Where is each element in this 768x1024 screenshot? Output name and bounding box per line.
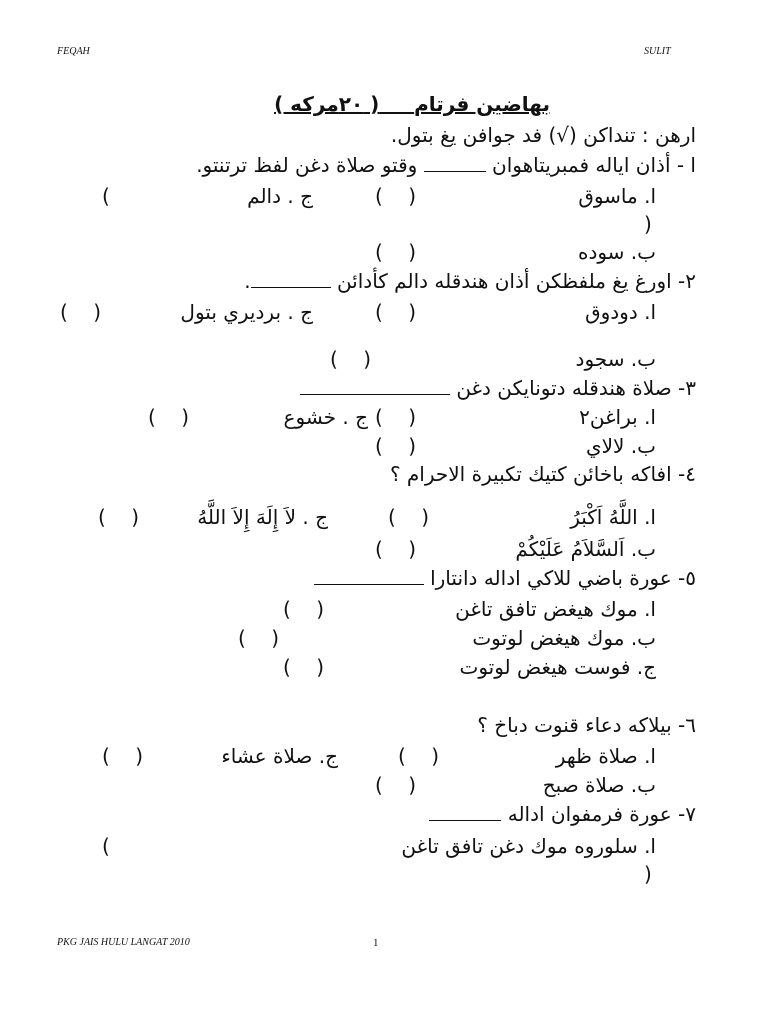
question-2-option-b-box[interactable]: ( ) [330,347,372,371]
question-5-option-c-box[interactable]: ( ) [283,655,325,679]
question-4-stem: ٤- افاكه باخائن كتيك تكبيرة الاحرام ؟ [389,462,696,486]
question-2-option-c: ج . برديري بتول [180,300,313,324]
page-number: 1 [373,937,379,949]
question-5-blank [314,566,424,585]
instruction: ارهن : تنداكن (√) فد جوافن يغ بتول. [390,123,696,147]
section-title-marks: ( ٢٠مركه ) [274,92,380,116]
question-6-stem: ٦- بيلاكه دعاء قنوت دباخ ؟ [477,713,696,737]
question-6-option-a-box[interactable]: ( ) [398,744,440,768]
question-2-option-b: ب. سجود [575,347,656,371]
header-subject: FEQAH [57,46,90,57]
header-classification: SULIT [644,46,671,57]
question-7-stem-text: ٧- عورة فرمفوان اداله [507,802,696,826]
question-6-option-c: ج. صلاة عشاء [221,744,338,768]
question-3-blank [300,376,450,395]
question-4-option-b-box[interactable]: ( ) [375,537,417,561]
question-6-option-b-box[interactable]: ( ) [375,773,417,797]
question-3-option-b-box[interactable]: ( ) [375,434,417,458]
question-4-option-a: ا. اللَّهُ اَكْبَرُ [570,505,656,529]
question-1-stem-a: ا - أذان اياله فمبريتاهوان [492,153,696,177]
question-5-option-c: ج. فوست هيغض لوتوت [459,655,656,679]
question-2-option-a: ا. دودوق [585,300,656,324]
question-3-option-b: ب. لالاي [585,434,656,458]
question-2-option-a-box[interactable]: ( ) [375,300,417,324]
question-1-option-c: ج . دالم [247,184,313,208]
question-5-option-a: ا. موك هيغض تافق تاغن [455,597,656,621]
section-title [190,92,550,122]
question-3-stem [300,376,696,400]
question-4-option-b: ب. اَلسَّلاَمُ عَلَيْكُمْ [515,537,656,561]
question-2-option-c-box[interactable]: ( ) [60,300,102,324]
question-1-blank [424,153,486,172]
question-3-option-c: ج . خشوع [283,405,368,429]
question-1-option-c-box-close[interactable]: ) [644,212,652,236]
question-2-stem: ٢- اورغ يغ ملفظكن أذان هندقله دالم كأدائن . [244,269,696,293]
question-1-option-b-box[interactable]: ( ) [375,240,417,264]
question-4-option-a-box[interactable]: ( ) [388,505,430,529]
question-6-option-b: ب. صلاة صبح [542,773,656,797]
question-5-option-b-box[interactable]: ( ) [238,626,280,650]
footer-school: PKG JAIS HULU LANGAT 2010 [57,937,190,948]
section-title-text: بهاضين فرتام [414,92,550,116]
question-1-option-b: ب. سوده [577,240,656,264]
question-6-option-a: ا. صلاة ظهر [555,744,656,768]
question-2-blank [251,269,331,288]
question-1-stem-b: وقتو صلاة دغن لفظ ترتنتو. [196,153,418,177]
question-3-option-a: ا. براغن٢ [579,405,656,429]
question-7-stem [429,802,696,826]
question-3-option-c-box[interactable]: ( ) [148,405,190,429]
question-5-stem [314,566,696,590]
question-7-option-a-box-close[interactable]: ) [644,862,652,886]
question-1-option-c-box-open[interactable]: ( [102,184,110,208]
question-1-option-a: ا. ماسوق [578,184,656,208]
question-7-option-a: ا. سلوروه موك دغن تافق تاغن [401,834,656,858]
question-5-option-b: ب. موك هيغض لوتوت [472,626,656,650]
question-1-option-a-box[interactable]: ( ) [375,184,417,208]
question-7-blank [429,802,501,821]
question-2-stem-text: ٢- اورغ يغ ملفظكن أذان هندقله دالم كأدائن [336,269,696,293]
question-5-option-a-box[interactable]: ( ) [283,597,325,621]
question-1-stem [196,153,696,177]
question-7-option-a-box-open[interactable]: ( [102,834,110,858]
question-3-option-a-box[interactable]: ( ) [375,405,417,429]
question-6-option-c-box[interactable]: ( ) [102,744,144,768]
question-5-stem-text: ٥- عورة باضي للاكي اداله دانتارا [430,566,696,590]
question-4-option-c-box[interactable]: ( ) [98,505,140,529]
question-3-stem-text: ٣- صلاة هندقله دتونايكن دغن [456,376,696,400]
question-4-option-c: ج . لاَ إِلَهَ إِلاَ اللَّهُ [197,505,328,529]
